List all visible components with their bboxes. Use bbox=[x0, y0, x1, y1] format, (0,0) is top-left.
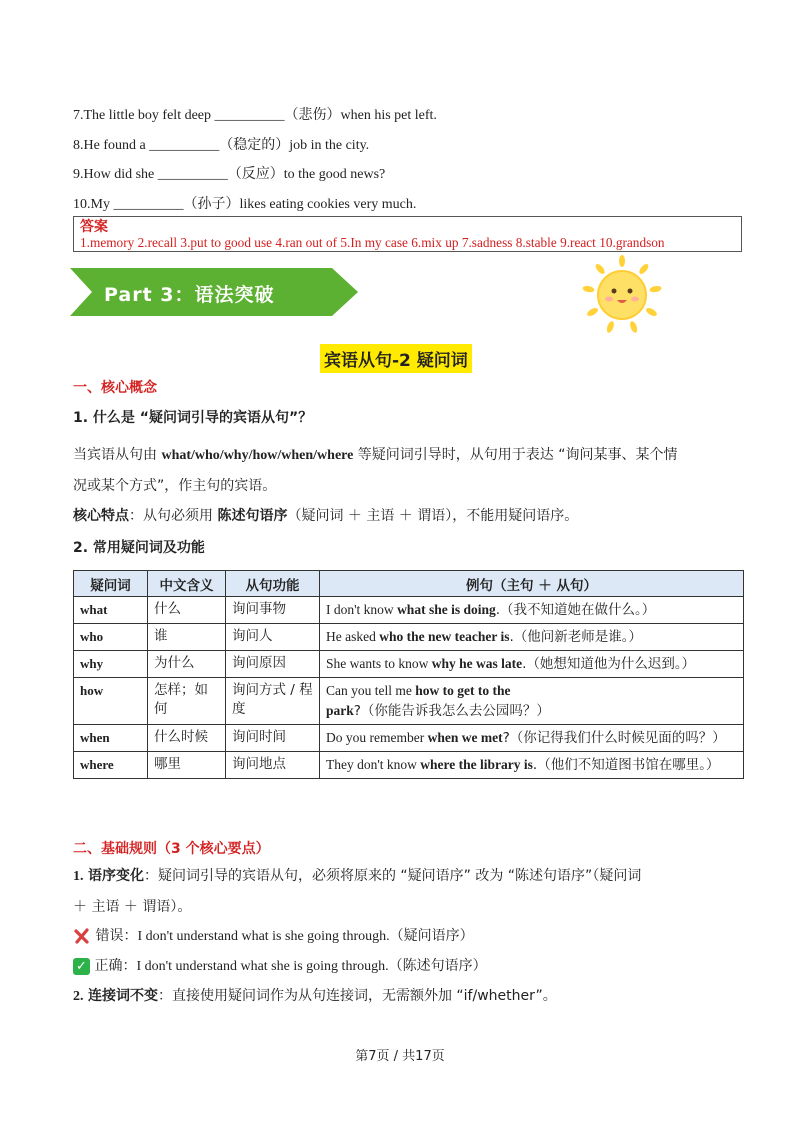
example-text: Can you tell me bbox=[326, 683, 416, 698]
feature-label: 核心特点 bbox=[73, 508, 129, 524]
rule-number: 2. bbox=[73, 989, 84, 1004]
table-row bbox=[74, 624, 744, 651]
rule-text: ＋ 主语 ＋ 谓语）。 bbox=[73, 899, 192, 915]
question-1: 1. 什么是 “疑问词引导的宾语从句”？ bbox=[73, 410, 313, 426]
meaning-cell: 谁 bbox=[148, 624, 226, 651]
exercise-text: 7.The little boy felt deep __________ bbox=[73, 108, 285, 123]
function-cell: 询问人 bbox=[226, 624, 320, 651]
example-cell bbox=[320, 725, 744, 752]
right-text: ：I don't understand what she is going through.（陈述句语序） bbox=[122, 959, 487, 974]
question-word: when bbox=[74, 725, 148, 752]
exercise-line bbox=[73, 104, 437, 124]
exercise-line bbox=[73, 134, 369, 154]
example-cell bbox=[320, 752, 744, 779]
function-cell: 询问方式 / 程度 bbox=[226, 678, 320, 725]
table-header: 疑问词 bbox=[74, 571, 148, 597]
table-header: 中文含义 bbox=[148, 571, 226, 597]
example-cell bbox=[320, 624, 744, 651]
rule-number: 1. bbox=[73, 869, 84, 884]
sun-illustration bbox=[575, 255, 670, 335]
example-text: .（她想知道他为什么迟到。） bbox=[522, 656, 696, 672]
wrong-label: 错误 bbox=[95, 928, 124, 944]
answer-text: 1.memory 2.recall 3.put to good use 4.ran out of 5.In my case 6.mix up 7.sadness 8.stable 9.react 10.grandson bbox=[80, 235, 665, 250]
paragraph-text: 况或某个方式”，作主句的宾语。 bbox=[73, 478, 277, 494]
example-text: They don't know bbox=[326, 757, 421, 772]
table-row bbox=[74, 678, 744, 725]
concept-paragraph bbox=[73, 440, 743, 531]
exercise-text: 9.How did she __________ bbox=[73, 167, 228, 182]
concept-heading: 一、核心概念 bbox=[73, 380, 157, 396]
meaning-cell: 什么时候 bbox=[148, 725, 226, 752]
example-clause: when we met bbox=[427, 730, 503, 745]
rule-label: 语序变化 bbox=[87, 868, 144, 884]
example-text: Do you remember bbox=[326, 730, 428, 745]
table-row bbox=[74, 725, 744, 752]
example-clause: what she is doing bbox=[397, 602, 496, 617]
example-text: .（我不知道她在做什么。） bbox=[495, 602, 656, 618]
meaning-cell: 怎样；如何 bbox=[148, 678, 226, 725]
exercise-text: when his pet left. bbox=[340, 108, 437, 123]
exercise-text: likes eating cookies very much. bbox=[239, 197, 417, 212]
example-cell bbox=[320, 597, 744, 624]
part-banner-label: Part 3：语法突破 bbox=[104, 284, 275, 306]
meaning-cell: 哪里 bbox=[148, 752, 226, 779]
page-footer: 第7页 / 共17页 bbox=[355, 1049, 445, 1064]
question-2: 2. 常用疑问词及功能 bbox=[73, 540, 205, 556]
exercise-text: 10.My __________ bbox=[73, 197, 184, 212]
exercise-line bbox=[73, 163, 385, 183]
rules-heading: 二、基础规则（3 个核心要点） bbox=[73, 841, 270, 857]
exercise-hint: （反应） bbox=[227, 166, 284, 182]
function-cell: 询问时间 bbox=[226, 725, 320, 752]
rule-text: ：疑问词引导的宾语从句，必须将原来的 “疑问语序” 改为 “陈述句语序”（疑问词 bbox=[143, 868, 642, 884]
function-cell: 询问事物 bbox=[226, 597, 320, 624]
question-word-table bbox=[73, 570, 744, 779]
rule-text: ：直接使用疑问词作为从句连接词，无需额外加 “if/whether”。 bbox=[157, 988, 557, 1004]
paragraph-text: （疑问词 ＋ 主语 ＋ 谓语），不能用疑问语序。 bbox=[287, 508, 579, 524]
function-cell: 询问原因 bbox=[226, 651, 320, 678]
example-text: ?（你能告诉我怎么去公园吗？） bbox=[353, 703, 550, 719]
cross-icon bbox=[73, 927, 91, 945]
wrong-text: ：I don't understand what is she going through.（疑问语序） bbox=[123, 929, 474, 944]
answer-box bbox=[73, 216, 742, 252]
rule-label: 连接词不变 bbox=[87, 988, 158, 1004]
check-icon: ✓ bbox=[73, 958, 90, 975]
question-word: how bbox=[74, 678, 148, 725]
exercise-text: job in the city. bbox=[289, 138, 370, 153]
question-word: where bbox=[74, 752, 148, 779]
rule-2 bbox=[73, 981, 557, 1012]
example-text: She wants to know bbox=[326, 656, 432, 671]
paragraph-text: 等疑问词引导时，从句用于表达 “询问某事、某个情 bbox=[353, 447, 678, 463]
paragraph-text: 当宾语从句由 bbox=[73, 447, 162, 463]
right-label: 正确 bbox=[94, 958, 123, 974]
example-text: ?（你记得我们什么时候见面的吗？） bbox=[502, 730, 726, 746]
meaning-cell: 什么 bbox=[148, 597, 226, 624]
example-text: I don't know bbox=[326, 602, 398, 617]
example-text: He asked bbox=[326, 629, 380, 644]
example-clause: how to get to the park bbox=[326, 683, 511, 718]
exercise-hint: （稳定的） bbox=[219, 137, 290, 153]
example-cell bbox=[320, 651, 744, 678]
rule-1 bbox=[73, 861, 743, 922]
meaning-cell: 为什么 bbox=[148, 651, 226, 678]
question-words: what/who/why/how/when/where bbox=[161, 448, 354, 463]
example-text: .（他们不知道图书馆在哪里。） bbox=[532, 757, 720, 773]
exercise-line bbox=[73, 193, 416, 213]
exercise-hint: （悲伤） bbox=[284, 107, 341, 123]
exercise-text: to the good news? bbox=[283, 167, 386, 182]
example-clause: why he was late bbox=[431, 656, 523, 671]
question-word: why bbox=[74, 651, 148, 678]
example-text: .（他问新老师是谁。） bbox=[509, 629, 643, 645]
question-word: what bbox=[74, 597, 148, 624]
table-header: 从句功能 bbox=[226, 571, 320, 597]
example-cell bbox=[320, 678, 744, 725]
feature-emphasis: 陈述句语序 bbox=[217, 508, 288, 524]
right-example bbox=[73, 951, 487, 982]
function-cell: 询问地点 bbox=[226, 752, 320, 779]
table-header-row bbox=[74, 571, 744, 597]
wrong-example bbox=[73, 921, 474, 952]
example-clause: where the library is bbox=[420, 757, 533, 772]
exercise-text: 8.He found a __________ bbox=[73, 138, 220, 153]
answer-title: 答案 bbox=[80, 219, 108, 235]
question-word: who bbox=[74, 624, 148, 651]
section-title: 宾语从句-2 疑问词 bbox=[320, 344, 472, 373]
example-clause: who the new teacher is bbox=[379, 629, 510, 644]
table-header: 例句（主句 ＋ 从句） bbox=[320, 571, 744, 597]
paragraph-text: ：从句必须用 bbox=[129, 508, 218, 524]
exercise-hint: （孙子） bbox=[183, 196, 240, 212]
table-row bbox=[74, 651, 744, 678]
table-row bbox=[74, 597, 744, 624]
table-row bbox=[74, 752, 744, 779]
